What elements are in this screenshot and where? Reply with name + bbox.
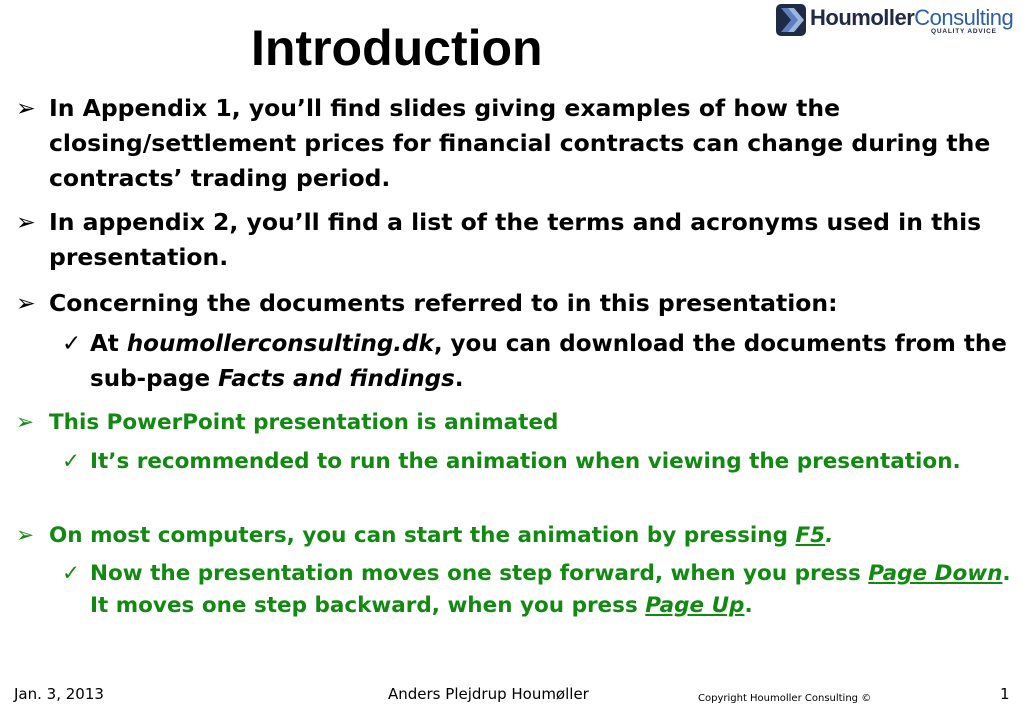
arrow-bullet-icon: ➢ — [16, 94, 36, 122]
arrow-bullet-icon: ➢ — [16, 523, 35, 548]
checkmark-icon: ✓ — [62, 331, 82, 357]
key-page-down: Page Down — [868, 561, 1003, 586]
bullet-text: In Appendix 1, you’ll find slides giving examples of how the closing/settlement prices for financial contracts can change during the contracts’ trading period. — [49, 94, 991, 192]
checkmark-icon: ✓ — [62, 449, 81, 474]
footer-copyright: Copyright Houmoller Consulting © — [698, 693, 872, 704]
subbullet-website: ✓ At houmollerconsulting.dk, you can download the documents from the sub-page Facts and findings. — [62, 327, 1012, 397]
subbullet-recommend-animation — [62, 446, 1012, 478]
footer-author: Anders Plejdrup Houmøller — [388, 685, 589, 703]
houmoller-consulting-logo — [776, 4, 1021, 38]
bullet-text: In appendix 2, you’ll find a list of the terms and acronyms used in this presentation. — [49, 208, 982, 271]
website-link[interactable]: houmollerconsulting.dk — [126, 331, 434, 357]
arrow-bullet-icon: ➢ — [16, 289, 36, 317]
key-f5: F5 — [795, 523, 826, 548]
bullet-animated — [16, 407, 1016, 438]
bullet-text: It’s recommended to run the animation when viewing the presentation. — [90, 449, 961, 474]
bullet-text: This PowerPoint presentation is animated — [49, 410, 559, 435]
logo-tagline: QUALITY ADVICE — [931, 28, 997, 35]
bullet-start-animation: ➢ On most computers, you can start the animation by pressing F5. — [16, 520, 1016, 551]
bullet-text: Concerning the documents referred to in this presentation: — [49, 289, 838, 317]
subpage-name: Facts and findings — [218, 366, 455, 392]
logo-mark-icon — [776, 4, 806, 36]
bullet-appendix-2 — [16, 205, 1016, 275]
key-page-up: Page Up — [645, 592, 745, 618]
footer-date: Jan. 3, 2013 — [14, 685, 104, 703]
arrow-bullet-icon: ➢ — [16, 410, 35, 435]
footer-page-number: 1 — [1000, 685, 1010, 703]
bullet-appendix-1 — [16, 91, 1016, 196]
bullet-documents — [16, 286, 1016, 321]
checkmark-icon: ✓ — [62, 561, 81, 586]
slide-title: Introduction — [251, 20, 543, 76]
logo-wordmark: HoumollerConsulting — [810, 5, 1014, 30]
arrow-bullet-icon: ➢ — [16, 208, 36, 236]
subbullet-navigation-keys: ✓ Now the presentation moves one step forward, when you press Page Down. It moves one step backward, when you press Page Up. — [62, 558, 1012, 621]
